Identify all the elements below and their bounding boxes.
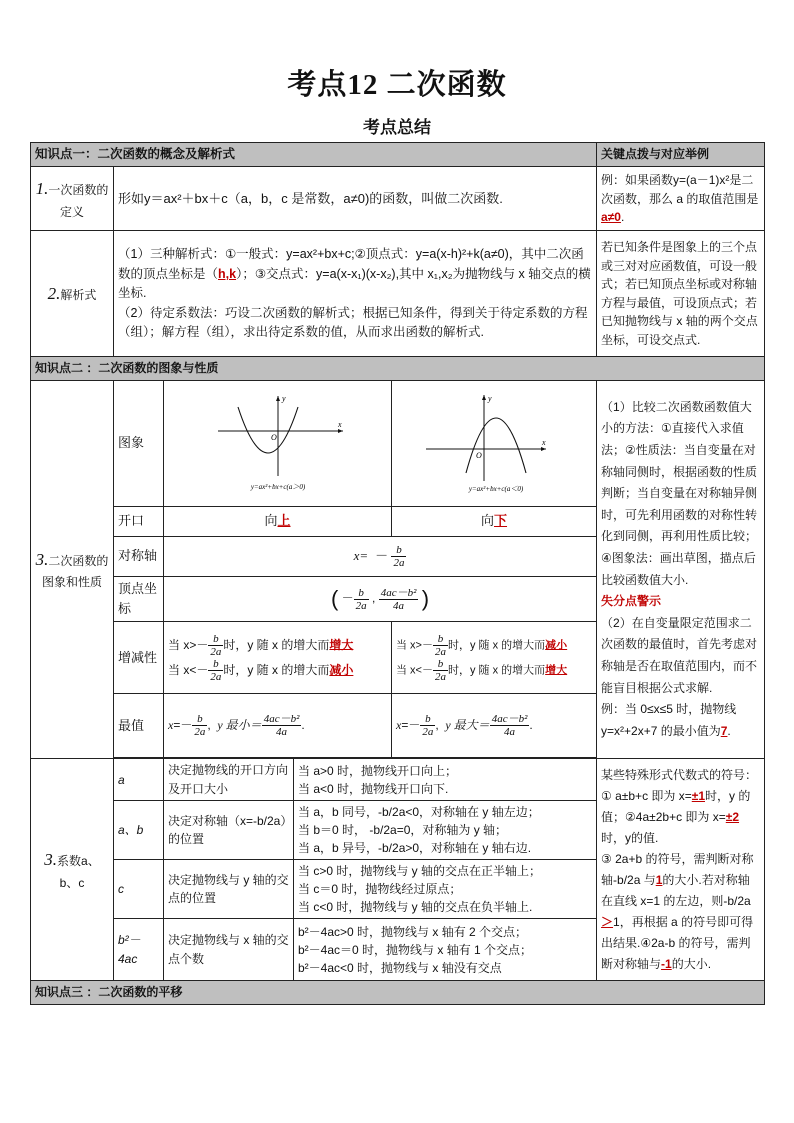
axis-label: 对称轴	[114, 536, 164, 576]
k1-header-right: 关键点拨与对应举例	[597, 143, 765, 167]
coef-disc-info: b²－4ac>0 时，抛物线与 x 轴有 2 个交点； b²－4ac＝0 时，抛物线与 x 轴有 1 个交点； b²－4ac<0 时，抛物线与 x 轴没有交点	[294, 919, 597, 981]
coef-ab-desc: 决定对称轴（x=-b/2a）的位置	[164, 801, 294, 860]
axis-formula: x= － $\frac{b}{2a}$	[164, 536, 597, 576]
row-definition	[31, 167, 765, 231]
coef-a-desc: 决定抛物线的开口方向及开口大小	[164, 759, 294, 801]
x-label: x	[542, 438, 546, 448]
row-analytic-content	[114, 231, 597, 357]
parabola-up-curve	[238, 407, 298, 453]
analytic-p1: （1）三种解析式：①一般式：y=ax²+bx+c;②顶点式：y=a(x-h)²+k(a≠0)，其中二次函数的顶点坐标是（h,k）；③交点式：y=a(x-x₁)(x-x₂),其中 x₁,x₂为抛物线与 x 轴交点的横坐标.	[118, 247, 591, 301]
coef-disc: b²－4ac	[114, 919, 164, 981]
x-label: x	[337, 420, 342, 430]
row-graph	[31, 380, 765, 506]
row-definition-example: 例：如果函数y=(a－1)x²是二次函数，那么 a 的取值范围是a≠0.	[597, 167, 765, 231]
coef-ab-info: 当 a，b 同号，-b/2a<0，对称轴在 y 轴左边； 当 b＝0 时， -b/2a=0，对称轴为 y 轴； 当 a，b 异号，-b/2a>0，对称轴在 y 轴右边.	[294, 801, 597, 860]
parabola-up-graph	[178, 391, 378, 495]
coef-row-a	[31, 759, 765, 801]
monotonic-up: 当 x>－ $\frac{b}{2a}$ 时，y 随 x 的增大而增大 当 x<－ $\frac{b}{2a}$ 时，y 随 x 的增大而减小	[164, 622, 392, 694]
k2-tip	[597, 380, 765, 758]
extremum-max: x=－ $\frac{b}{2a}$ , y 最大＝ $\frac{\text{4ac－b²}}{4a}$ .	[392, 694, 597, 758]
y-axis-arrow	[482, 395, 486, 400]
k2-tip-warn: 失分点警示	[601, 594, 662, 609]
k4-header: 知识点三 ：二次函数的平移	[31, 981, 765, 1005]
parabola-down-curve	[466, 418, 526, 473]
monotonic-down: 当 x>－ $\frac{b}{2a}$ 时，y 随 x 的增大而减小 当 x<－ $\frac{b}{2a}$ 时，y 随 x 的增大而增大	[392, 622, 597, 694]
k2-header: 知识点二 ：二次函数的图象与性质	[31, 357, 765, 381]
parabola-down-graph	[396, 391, 596, 495]
k1-header: 知识点一：二次函数的概念及解析式	[31, 143, 597, 167]
y-label: y	[281, 394, 286, 404]
vertex-formula: ( － $\frac{b}{2a}$ , $\frac{\text{4ac－b²}}{4a}$ )	[164, 576, 597, 621]
origin-label: O	[270, 433, 277, 443]
opening-label: 开口	[114, 506, 164, 536]
coef-disc-desc: 决定抛物线与 x 轴的交点个数	[164, 919, 294, 981]
coef-a-info: 当 a>0 时，抛物线开口向上； 当 a<0 时，抛物线开口向下.	[294, 759, 597, 801]
row-analytic-tip: 若已知条件是图象上的三个点或三对对应函数值，可设一般式；若已知顶点坐标或对称轴方程与最值，可设顶点式；若已知抛物线与 x 轴的两个交点坐标，可设交点式.	[597, 231, 765, 357]
origin-label: O	[476, 451, 482, 461]
caption-up: y=ax²+bx+c(a＞0)	[250, 483, 305, 492]
k2-header-row	[31, 357, 765, 381]
coef-ab: a、b	[114, 801, 164, 860]
page-title: 考点12 二次函数	[287, 69, 507, 101]
graph-label: 图象	[114, 380, 164, 506]
coef-c: c	[114, 860, 164, 919]
k3-tip: 某些特殊形式代数式的符号： ① a±b+c 即为 x=±1时，y 的值；②4a±2b+c 即为 x=±2时，y的值. ③ 2a+b 的符号，需判断对称轴-b/2a 与1的大小.若对称轴在直线 x=1 的左边，则-b/2a＞1，再根据 a 的符号即可得出结果.④2a-b 的符号，需判断对称轴与-1的大小.	[597, 759, 765, 981]
graph-up-cell	[164, 380, 392, 506]
extremum-min: x=－ $\frac{b}{2a}$ , y 最小＝ $\frac{\text{4ac－b²}}{4a}$ .	[164, 694, 392, 758]
x-axis-arrow	[338, 429, 343, 433]
coef-c-desc: 决定抛物线与 y 轴的交点的位置	[164, 860, 294, 919]
coef-c-info: 当 c>0 时，抛物线与 y 轴的交点在正半轴上； 当 c＝0 时，抛物线经过原点； 当 c<0 时，抛物线与 y 轴的交点在负半轴上.	[294, 860, 597, 919]
opening-up: 向上	[164, 506, 392, 536]
vertex-label: 顶点坐标	[114, 576, 164, 621]
summary-table	[30, 142, 765, 1005]
x-axis-arrow	[541, 447, 546, 451]
graph-down-cell	[392, 380, 597, 506]
y-label: y	[488, 394, 492, 404]
k1-header-row	[31, 143, 765, 167]
monotonic-label: 增减性	[114, 622, 164, 694]
row-definition-content: 形如y＝ax²＋bx＋c（a，b，c 是常数，a≠0)的函数，叫做二次函数.	[114, 167, 597, 231]
k2-tip-1: （1）比较二次函数函数值大小的方法：①直接代入求值法；②性质法：当自变量在对称轴同侧时，根据函数的性质判断；当自变量在对称轴异侧时，可先利用函数的对称性转化到同侧，再利用性质比较；④图象法：画出草图，描点后比较函数值大小.	[601, 399, 758, 587]
opening-down: 向下	[392, 506, 597, 536]
y-axis-arrow	[276, 396, 280, 401]
row-analytic	[31, 231, 765, 357]
coef-a: a	[114, 759, 164, 801]
extremum-label: 最值	[114, 694, 164, 758]
k2-label: 3.二次函数的图象和性质	[31, 380, 114, 758]
k2-tip-2: （2）在自变量限定范围求二次函数的最值时，首先考虑对称轴是否在取值范围内，而不能盲目根据公式求解.	[601, 615, 758, 695]
caption-down: y=ax²+bx+c(a＜0)	[468, 485, 524, 494]
frac-b-2a: $\frac{b}{2a}$	[393, 543, 405, 569]
k3-label: 3.系数a、b、c	[31, 759, 114, 981]
analytic-p2: （2）待定系数法：巧设二次函数的解析式；根据已知条件，得到关于待定系数的方程（组）；解方程（组），求出待定系数的值，从而求出函数的解析式.	[118, 305, 588, 339]
page-subtitle: 考点总结	[363, 118, 431, 137]
k4-header-row	[31, 981, 765, 1005]
row-definition-label: 1.一次函数的定义	[31, 167, 114, 231]
row-analytic-label: 2.解析式	[31, 231, 114, 357]
k2-tip-example: 例：当 0≤x≤5 时，抛物线 y=x²+2x+7 的最小值为7.	[601, 702, 737, 738]
